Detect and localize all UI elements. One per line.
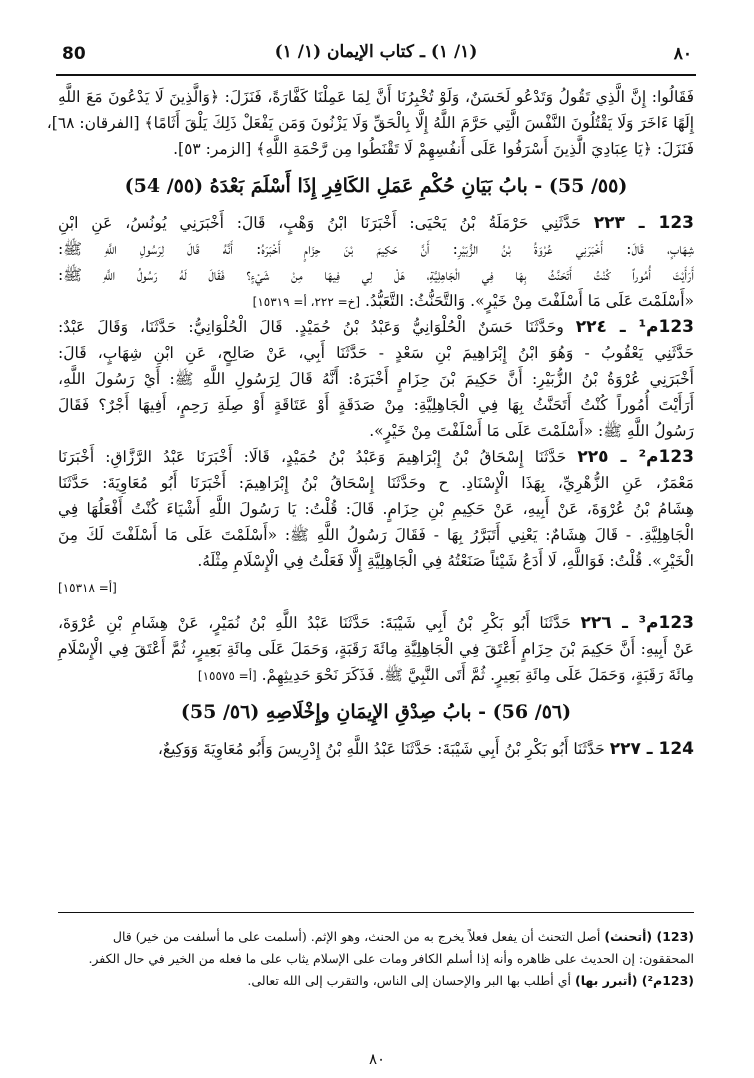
footnote [58, 926, 694, 948]
text-line: إِلَهًا ءَاخَرَ وَلَا يَقْتُلُونَ النَّفْسَ الَّتِي حَرَّمَ اللَّهُ إِلَّا بِالْحَقِّ وَلَا يَزْنُونَ وَمَن يَفْعَلْ ذَلِكَ يَلْقَ أَثَامًا﴾ [الفرقان: ٦٨]، [46, 114, 694, 132]
footnote-text: المحققون: إن الحديث على ظاهره وأنه إذا أسلم الكافر ومات على الإسلام يثاب على ما فعله من الخير في حال الكفر. [88, 951, 694, 966]
hadith-line: شِهَابٍ، قَالَ: أَخْبَرَنِي عُرْوَةُ بْنُ الزُّبَيْرِ: أَنَّ حَكِيمَ بْنَ حِزَامٍ أَخْبَرَهُ: أَنَّهُ قَالَ لِرَسُولِ اللَّهِ ﷺ: [58, 240, 694, 258]
hadith-number: 124 ـ ٢٢٧ [609, 739, 694, 759]
footnote-key: (123م²) (أتبرر بها) [574, 973, 694, 988]
hadith-124-line [58, 736, 694, 762]
hadith-line: أَخْبَرَنِي عُرْوَةُ بْنُ الزُّبَيْرِ: أَنَّ حَكِيمَ بْنَ حِزَامٍ أَخْبَرَهُ: أَنَّهُ قَالَ لِرَسُولِ اللَّهِ ﷺ: أَيْ رَسُولَ اللَّهِ، [58, 370, 694, 388]
footnotes [58, 926, 694, 992]
hadith-line: عَنْ أَبِيهِ: أَنَّ حَكِيمَ بْنَ حِزَامٍ أَعْتَقَ فِي الْجَاهِلِيَّةِ مِائَةَ رَقَبَةٍ، وَحَمَلَ عَلَى مِائَةِ بَعِيرٍ، ثُمَّ أَعْتَقَ فِي الْإِسْلَامِ [58, 640, 694, 658]
footnote-key: (123) (أتحنث) [604, 929, 694, 944]
hadith-123m2-line [58, 444, 694, 470]
hadith-number: 123م¹ ـ ٢٢٤ [575, 317, 694, 337]
hadith-line: هِشَامُ بْنُ عُرْوَةَ، عَنْ أَبِيهِ، عَنْ حَكِيمِ بْنِ حِزَامٍ. قَالَ: قُلْتُ: يَا رَسُولَ اللَّهِ أَشْيَاءَ كُنْتُ أَفْعَلُهَا فِي [58, 500, 694, 518]
page-number-arabic: ٨٠ [673, 44, 692, 64]
footnote [58, 948, 694, 970]
hadith-123m1-line [58, 314, 694, 340]
hadith-123-line [58, 210, 694, 236]
hadith-line: الْخَيْرِ». قُلْتُ: فَوَاللَّهِ، لَا أَدَعُ شَيْئاً صَنَعْتُهُ فِي الْجَاهِلِيَّةِ إِلَّا فَعَلْتُ فِي الْإِسْلَامِ مِثْلَهُ. [197, 552, 694, 570]
hadith-number: 123 ـ ٢٢٣ [593, 213, 695, 233]
hadith-text: حَدَّثَنِي حَرْمَلَةُ بْنُ يَحْيَى: أَخْبَرَنَا ابْنُ وَهْبٍ، قَالَ: أَخْبَرَنِي يُونُسُ، عَنِ ابْنِ [58, 214, 581, 232]
hadith-line: مَعْمَرٌ، عَنِ الزُّهْرِيِّ، بِهَذَا الْإِسْنَادِ. ح وحَدَّثَنَا إِسْحَاقُ بْنُ إِبْرَاهِيمَ: أَخْبَرَنَا أَبُو مُعَاوِيَةَ: حَدَّثَنَا [58, 474, 694, 492]
hadith-line: أَرَأَيْتَ أُمُوراً كُنْتُ أَتَحَنَّثُ بِهَا فِي الْجَاهِلِيَّةِ: مِنْ صَدَقَةٍ أَوْ عَتَاقَةٍ أَوْ صِلَةِ رَحِمٍ، أَفِيهَا أَجْرٌ؟ فَقَالَ [58, 396, 694, 414]
hadith-text: حَدَّثَنَا أَبُو بَكْرِ بْنُ أَبِي شَيْبَةَ: حَدَّثَنَا عَبْدُ اللَّهِ بْنُ إِدْرِيسَ وَأَبُو مُعَاوِيَةَ وَوَكِيعٌ، [157, 740, 605, 758]
hadith-line [58, 288, 694, 314]
footer-page-number: ٨٠ [368, 1050, 386, 1068]
chapter-heading: (٥٥/ 55) - بابُ بَيَانِ حُكْمِ عَمَلِ الكَافِرِ إِذَا أَسْلَمَ بَعْدَهُ (٥٥/ 54) [124, 175, 628, 197]
main-text [46, 84, 695, 762]
running-title: (١/ ١) ـ كتاب الإيمان (١/ ١) [274, 42, 478, 62]
footnote-text: أي أطلب بها البر والإحسان إلى الناس، والتقرب إلى الله تعالى. [247, 973, 571, 988]
hadith-text: حَدَّثَنَا إِسْحَاقُ بْنُ إِبْرَاهِيمَ وَعَبْدُ بْنُ حُمَيْدٍ، قَالَا: أَخْبَرَنَا عَبْدُ الرَّزَّاقِ: أَخْبَرَنَا [58, 448, 567, 466]
hadith-number: 123م³ ـ ٢٢٦ [580, 613, 695, 633]
running-header [56, 34, 696, 70]
hadith-text: مِائَةَ رَقَبَةٍ، وَحَمَلَ عَلَى مِائَةِ بَعِيرٍ. ثُمَّ أَتَى النَّبِيَّ ﷺ. فَذَكَرَ نَحْوَ حَدِيثِهِمْ. [261, 666, 694, 684]
text-line: فَنَزَلَ: ﴿يَا عِبَادِيَ الَّذِينَ أَسْرَفُوا عَلَى أَنفُسِهِمْ لَا تَقْنَطُوا مِن رَّحْمَةِ اللَّهِ﴾ [الزمر: ٥٣]. [173, 140, 694, 158]
hadith-text: حَدَّثَنَا أَبُو بَكْرِ بْنُ أَبِي شَيْبَةَ: حَدَّثَنَا عَبْدُ اللَّهِ بْنُ نُمَيْرٍ، عَنْ هِشَامِ بْنِ عُرْوَةَ، [58, 614, 571, 632]
source-ref: [خ= ٢٢٢، أ= ١٥٣١٩] [252, 295, 361, 309]
source-ref: [أ= ١٥٣١٨] [58, 581, 117, 595]
text-line: فَقَالُوا: إِنَّ الَّذِي تَقُولُ وَتَدْعُو لَحَسَنٌ، وَلَوْ تُخْبِرُنَا أَنَّ لِمَا عَمِلْنَا كَفَّارَةً، فَنَزَلَ: ﴿وَالَّذِينَ لَا يَدْعُونَ مَعَ اللَّهِ [58, 88, 694, 106]
footnote-separator [58, 912, 694, 913]
hadith-line: حَدَّثَنِي يَعْقُوبُ - وَهُوَ ابْنُ إِبْرَاهِيمَ بْنِ سَعْدٍ - حَدَّثَنَا أَبِي، عَنْ صَالِحٍ، عَنِ ابْنِ شِهَابٍ، قَالَ: [58, 344, 694, 362]
source-ref: [أ= ١٥٥٧٥] [197, 669, 257, 683]
hadith-text: وحَدَّثَنَا حَسَنٌ الْحُلْوَانِيُّ وَعَبْدُ بْنُ حُمَيْدٍ. قَالَ الْحُلْوَانِيُّ: حَدَّثَنَا، وَقَالَ عَبْدٌ: [58, 318, 564, 336]
hadith-123m3-line [58, 610, 694, 636]
hadith-line: رَسُولُ اللَّهِ ﷺ: «أَسْلَمْتَ عَلَى مَا أَسْلَفْتَ مِنْ خَيْرٍ». [369, 422, 694, 440]
hadith-text: «أَسْلَمْتَ عَلَى مَا أَسْلَفْتَ مِنْ خَيْرٍ». وَالتَّحَنُّثُ: التَّعَبُّدُ. [365, 292, 694, 310]
hadith-line: الْجَاهِلِيَّةِ. - قَالَ هِشَامٌ: يَعْنِي أَتَبَرَّرُ بِهَا - فَقَالَ رَسُولُ اللَّهِ ﷺ: «أَسْلَمْتَ عَلَى مَا أَسْلَفْتَ لَكَ مِنَ [58, 526, 694, 544]
source-line [58, 574, 694, 600]
header-rule [56, 74, 696, 76]
footnote-text: أصل التحنث أن يفعل فعلاً يخرج به من الحنث، وهو الإثم. (أسلمت على ما أسلفت من خير) قال [112, 929, 601, 944]
page-number-latin: 80 [62, 44, 86, 64]
hadith-line [58, 662, 694, 688]
footnote [58, 970, 694, 992]
hadith-number: 123م² ـ ٢٢٥ [577, 447, 694, 467]
chapter-heading: (٥٦/ 56) - بابُ صِدْقِ الإِيمَانِ وإِخْلَاصِهِ (٥٦/ 55) [180, 701, 572, 723]
hadith-line: أَرَأَيْتَ أُمُوراً كُنْتُ أَتَحَنَّثُ بِهَا فِي الْجَاهِلِيَّةِ، هَلْ لِي فِيهَا مِنْ شَيْءٍ؟ فَقَالَ لَهُ رَسُولُ اللَّهِ ﷺ: [58, 266, 694, 284]
